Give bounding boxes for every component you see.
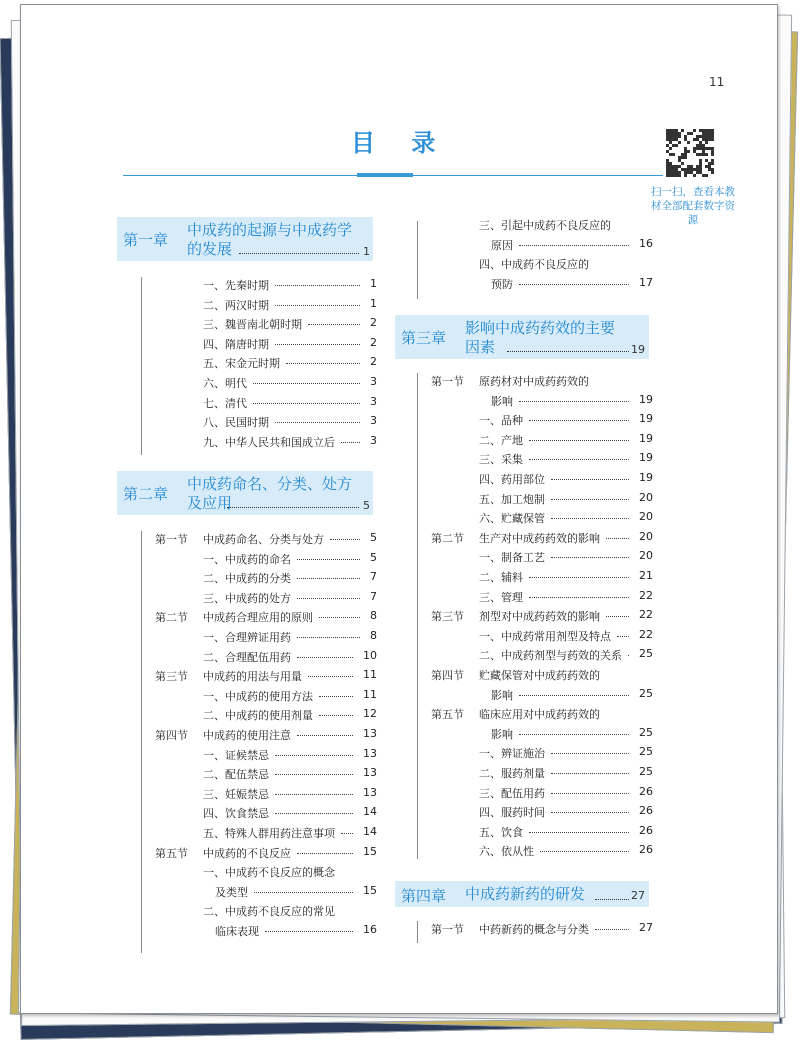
leader-dots: [239, 253, 359, 254]
entry-page: 8: [370, 629, 377, 642]
leader-dots: [551, 793, 629, 794]
entry-page: 22: [639, 588, 653, 602]
entry-page: 25: [639, 647, 653, 661]
chapter-page: 27: [631, 889, 645, 902]
leader-dots: [253, 403, 360, 404]
entry-page: 26: [639, 823, 653, 837]
toc-entry-row[interactable]: [431, 491, 651, 509]
toc-entry-row[interactable]: [155, 688, 375, 706]
qr-module: [672, 153, 675, 156]
qr-module: [681, 129, 684, 132]
leader-dots: [529, 832, 629, 833]
toc-entry-row[interactable]: [431, 471, 651, 489]
toc-section-row[interactable]: [431, 608, 651, 626]
entry-title: 生产对中成药药效的影响: [479, 531, 600, 545]
toc-section-row[interactable]: [155, 845, 375, 863]
leader-dots: [297, 598, 360, 599]
qr-module: [711, 171, 714, 174]
toc-entry-row[interactable]: [431, 237, 651, 255]
chapter-page: 5: [363, 499, 370, 512]
leader-dots: [628, 655, 629, 656]
leader-dots: [275, 285, 360, 286]
leader-dots: [308, 324, 360, 325]
chapter-heading[interactable]: [395, 881, 649, 907]
chapter-title-line1: 中成药命名、分类、处方: [187, 475, 353, 493]
toc-page: [20, 4, 778, 1014]
entry-page: 27: [639, 921, 653, 934]
leader-dots: [297, 735, 353, 736]
entry-title: 三、采集: [479, 453, 523, 467]
leader-dots: [595, 929, 629, 930]
entry-page: 3: [370, 394, 377, 408]
entry-title: 三、配伍用药: [479, 786, 545, 800]
entry-page: 5: [370, 531, 377, 544]
entry-page: 20: [639, 549, 653, 563]
entry-page: 14: [363, 805, 377, 819]
qr-module: [711, 153, 714, 156]
entry-title: 二、合理配伍用药: [203, 650, 291, 664]
toc-entry-row[interactable]: [431, 647, 651, 665]
entry-page: 25: [639, 725, 653, 739]
entry-page: 20: [639, 529, 653, 543]
entry-page: 1: [370, 296, 377, 310]
entry-page: 12: [363, 707, 377, 721]
chapter-title-line2: 及应用: [187, 494, 233, 512]
toc-entry-row[interactable]: [155, 825, 375, 843]
entry-page: 8: [370, 609, 377, 623]
leader-dots: [529, 459, 629, 460]
toc-section-row[interactable]: [431, 530, 651, 548]
section-label: 第三节: [155, 670, 188, 684]
toc-entry-row[interactable]: [431, 569, 651, 587]
toc-entry-row[interactable]: [431, 549, 651, 567]
entry-page: 11: [363, 668, 377, 682]
chapter-heading[interactable]: [117, 471, 373, 515]
leader-dots: [297, 853, 353, 854]
toc-entry-row[interactable]: [155, 864, 375, 882]
toc-entry-row[interactable]: [155, 649, 375, 667]
entry-page: 20: [639, 510, 653, 524]
chapter-label: 第三章: [401, 329, 447, 347]
entry-title: 中成药的不良反应: [203, 846, 291, 860]
qr-module: [681, 162, 684, 165]
toc-entry-row[interactable]: [431, 843, 651, 861]
chapter-title-line1: 中成药的起源与中成药学: [187, 221, 353, 239]
qr-module: [705, 141, 708, 144]
entry-title: 一、品种: [479, 414, 523, 428]
leader-dots: [275, 755, 353, 756]
toc-entry-row[interactable]: [155, 747, 375, 765]
entry-page: 22: [639, 627, 653, 641]
toc-entry-row[interactable]: [155, 297, 375, 315]
chapter-page: 19: [631, 343, 645, 356]
entry-page: 20: [639, 490, 653, 504]
entry-title: 一、先秦时期: [203, 279, 269, 292]
toc-entry-row[interactable]: [431, 510, 651, 528]
toc-entry-row[interactable]: [155, 903, 375, 921]
leader-dots: [529, 597, 629, 598]
toc-section-row[interactable]: [431, 921, 651, 939]
entry-page: 3: [370, 414, 377, 428]
chapter-heading[interactable]: [395, 315, 649, 359]
leader-dots: [319, 715, 353, 716]
entry-page: 19: [639, 392, 653, 406]
leader-dots: [519, 401, 629, 402]
section-label: 第一节: [431, 375, 464, 388]
leader-dots: [507, 351, 629, 352]
entry-page: 21: [639, 569, 653, 582]
entry-page: 13: [363, 766, 377, 780]
qr-module: [711, 162, 714, 165]
toc-entry-row[interactable]: [155, 277, 375, 295]
entry-title: 三、中成药的处方: [203, 591, 291, 605]
toc-section-row[interactable]: [155, 609, 375, 627]
entry-page: 26: [639, 804, 653, 818]
qr-module: [675, 144, 678, 147]
entry-title: 影响: [491, 688, 513, 702]
entry-page: 13: [363, 727, 377, 740]
entry-page: 16: [363, 923, 377, 936]
toc-entry-row[interactable]: [155, 355, 375, 373]
entry-title: 四、药用部位: [479, 473, 545, 486]
toc-entry-row[interactable]: [155, 375, 375, 393]
leader-dots: [253, 383, 360, 384]
leader-dots: [529, 440, 629, 441]
leader-dots: [551, 479, 629, 480]
entry-title: 四、饮食禁忌: [203, 807, 269, 821]
entry-title: 二、辅料: [479, 571, 523, 584]
entry-title: 九、中华人民共和国成立后: [203, 435, 335, 449]
entry-title: 一、辨证施治: [479, 747, 545, 761]
qr-module: [684, 156, 687, 159]
entry-title: 原药材对中成药药效的: [479, 375, 589, 388]
toc-entry-row[interactable]: [155, 629, 375, 647]
entry-page: 13: [363, 785, 377, 799]
toc-entry-row[interactable]: [431, 276, 651, 294]
toc-entry-row[interactable]: [155, 590, 375, 608]
leader-dots: [551, 753, 629, 754]
toc-entry-row[interactable]: [431, 412, 651, 430]
entry-title: 二、中成药的使用剂量: [203, 709, 313, 723]
entry-title: 三、引起中成药不良反应的: [479, 219, 611, 232]
entry-title: 六、贮藏保管: [479, 512, 545, 526]
entry-page: 25: [639, 765, 653, 778]
section-bracket: [417, 373, 418, 859]
toc-entry-row[interactable]: [431, 726, 651, 744]
entry-title: 预防: [491, 277, 513, 291]
qr-module: [693, 174, 696, 177]
entry-title: 一、中成药常用剂型及特点: [479, 629, 611, 643]
leader-dots: [341, 442, 360, 443]
entry-title: 剂型对中成药药效的影响: [479, 610, 600, 624]
page-number: 11: [709, 75, 725, 89]
entry-page: 19: [639, 431, 653, 445]
leader-dots: [551, 518, 629, 519]
leader-dots: [330, 539, 360, 540]
leader-dots: [606, 538, 629, 539]
entry-title: 五、特殊人群用药注意事项: [203, 827, 335, 840]
qr-module: [690, 132, 693, 135]
toc-section-row[interactable]: [155, 531, 375, 549]
entry-page: 7: [370, 589, 377, 603]
entry-page: 15: [363, 883, 377, 897]
entry-page: 16: [639, 236, 653, 250]
entry-title: 贮藏保管对中成药药效的: [479, 669, 600, 682]
qr-module: [705, 153, 708, 156]
qr-module: [678, 135, 681, 138]
entry-title: 三、妊娠禁忌: [203, 787, 269, 801]
entry-title: 一、合理辨证用药: [203, 631, 291, 644]
entry-title: 一、中成药不良反应的概念: [203, 866, 335, 880]
toc-section-row[interactable]: [431, 373, 651, 391]
toc-entry-row[interactable]: [431, 432, 651, 450]
entry-title: 临床应用对中成药药效的: [479, 708, 600, 722]
entry-page: 26: [639, 784, 653, 798]
entry-title: 二、中成药的分类: [203, 572, 291, 586]
leader-dots: [551, 773, 629, 774]
entry-title: 一、制备工艺: [479, 551, 545, 565]
chapter-title-line2: 的发展: [187, 240, 233, 258]
entry-page: 10: [363, 648, 377, 662]
entry-title: 中药新药的概念与分类: [479, 923, 589, 936]
entry-title: 一、中成药的命名: [203, 552, 291, 566]
entry-page: 3: [370, 433, 377, 447]
section-bracket: [417, 921, 418, 943]
toc-entry-row[interactable]: [155, 316, 375, 334]
entry-page: 2: [370, 335, 377, 349]
toc-entry-row[interactable]: [155, 786, 375, 804]
leader-dots: [540, 851, 629, 852]
leader-dots: [308, 676, 353, 677]
entry-page: 7: [370, 570, 377, 584]
chapter-label: 第二章: [123, 485, 169, 503]
leader-dots: [529, 577, 629, 578]
entry-title: 二、中成药剂型与药效的关系: [479, 649, 622, 663]
leader-dots: [297, 578, 360, 579]
entry-title: 五、宋金元时期: [203, 357, 280, 371]
entry-title: 二、产地: [479, 433, 523, 447]
leader-dots: [275, 774, 353, 775]
entry-page: 26: [639, 843, 653, 857]
qr-module: [711, 138, 714, 141]
entry-title: 五、饮食: [479, 825, 523, 839]
qr-module: [678, 174, 681, 177]
toc-entry-row[interactable]: [431, 256, 651, 274]
entry-title: 六、明代: [203, 377, 247, 390]
entry-page: 15: [363, 844, 377, 858]
entry-title: 临床表现: [215, 925, 259, 938]
leader-dots: [606, 616, 629, 617]
entry-page: 19: [639, 412, 653, 426]
section-label: 第一节: [155, 533, 188, 546]
leader-dots: [595, 899, 629, 900]
toc-entry-row[interactable]: [155, 766, 375, 784]
chapter-label: 第四章: [401, 887, 447, 905]
leader-dots: [529, 420, 629, 421]
entry-page: 1: [370, 277, 377, 290]
section-label: 第五节: [431, 708, 464, 722]
entry-title: 四、中成药不良反应的: [479, 258, 589, 272]
section-label: 第二节: [155, 611, 188, 625]
qr-module: [684, 174, 687, 177]
qr-note: 扫一扫，查看本教材全部配套数字资源: [651, 186, 735, 226]
toc-entry-row[interactable]: [431, 589, 651, 607]
qr-code-icon[interactable]: [666, 129, 714, 177]
entry-page: 13: [363, 746, 377, 760]
toc-section-row[interactable]: [155, 668, 375, 686]
entry-page: 19: [639, 471, 653, 484]
toc-entry-row[interactable]: [431, 745, 651, 763]
entry-title: 影响: [491, 727, 513, 741]
toc-entry-row[interactable]: [431, 393, 651, 411]
toc-section-row[interactable]: [431, 706, 651, 724]
chapter-heading[interactable]: [117, 217, 373, 261]
leader-dots: [519, 284, 629, 285]
section-label: 第四节: [431, 669, 464, 682]
entry-title: 影响: [491, 394, 513, 408]
leader-dots: [254, 892, 353, 893]
qr-module: [705, 174, 708, 177]
leader-dots: [227, 507, 359, 508]
entry-title: 一、中成药的使用方法: [203, 689, 313, 703]
leader-dots: [275, 813, 353, 814]
entry-page: 19: [639, 451, 653, 465]
toc-section-row[interactable]: [155, 727, 375, 745]
toc-entry-row[interactable]: [431, 765, 651, 783]
toc-entry-row[interactable]: [431, 217, 651, 235]
toc-entry-row[interactable]: [155, 707, 375, 725]
toc-entry-row[interactable]: [431, 687, 651, 705]
entry-page: 14: [363, 825, 377, 838]
chapter-title-line1: 中成药新药的研发: [465, 885, 586, 903]
leader-dots: [519, 695, 629, 696]
entry-page: 5: [370, 550, 377, 564]
leader-dots: [275, 344, 360, 345]
toc-entry-row[interactable]: [155, 570, 375, 588]
entry-title: 二、配伍禁忌: [203, 768, 269, 782]
column-divider: [417, 221, 418, 299]
section-bracket: [141, 531, 142, 953]
entry-title: 原因: [491, 238, 513, 252]
toc-entry-row[interactable]: [155, 434, 375, 452]
leader-dots: [265, 931, 353, 932]
leader-dots: [617, 636, 629, 637]
leader-dots: [275, 794, 353, 795]
leader-dots: [275, 422, 360, 423]
entry-title: 三、管理: [479, 590, 523, 604]
leader-dots: [297, 637, 360, 638]
leader-dots: [286, 363, 360, 364]
leader-dots: [551, 812, 629, 813]
entry-page: 2: [370, 316, 377, 330]
toc-entry-row[interactable]: [431, 785, 651, 803]
entry-title: 六、依从性: [479, 845, 534, 859]
toc-entry-row[interactable]: [155, 923, 375, 941]
entry-page: 3: [370, 375, 377, 388]
toc-section-row[interactable]: [431, 667, 651, 685]
chapter-page: 1: [363, 245, 370, 258]
entry-title: 中成药命名、分类与处方: [203, 533, 324, 546]
section-label: 第一节: [431, 923, 464, 936]
entry-title: 三、魏晋南北朝时期: [203, 318, 302, 332]
leader-dots: [297, 657, 353, 658]
leader-dots: [551, 499, 629, 500]
toc-entry-row[interactable]: [155, 336, 375, 354]
toc-entry-row[interactable]: [155, 805, 375, 823]
section-label: 第五节: [155, 846, 188, 860]
leader-dots: [341, 833, 353, 834]
entry-title: 五、加工炮制: [479, 492, 545, 506]
entry-page: 25: [639, 686, 653, 700]
entry-title: 一、证候禁忌: [203, 748, 269, 762]
qr-module: [669, 147, 672, 150]
toc-entry-row[interactable]: [431, 451, 651, 469]
toc-entry-row[interactable]: [431, 804, 651, 822]
chapter-label: 第一章: [123, 231, 169, 249]
entry-title: 及类型: [215, 885, 248, 899]
section-bracket: [141, 277, 142, 455]
qr-module: [693, 129, 696, 132]
leader-dots: [519, 245, 629, 246]
title-rule-accent: [357, 173, 413, 177]
entry-page: 17: [639, 275, 653, 289]
leader-dots: [551, 557, 629, 558]
toc-entry-row[interactable]: [431, 628, 651, 646]
entry-title: 八、民国时期: [203, 416, 269, 430]
entry-title: 四、隋唐时期: [203, 337, 269, 351]
qr-module: [678, 141, 681, 144]
entry-title: 二、中成药不良反应的常见: [203, 905, 335, 919]
section-label: 第四节: [155, 729, 188, 742]
entry-page: 11: [363, 687, 377, 701]
chapter-title-line2: 因素: [465, 338, 496, 356]
leader-dots: [319, 696, 353, 697]
toc-entry-row[interactable]: [155, 414, 375, 432]
chapter-title-line1: 影响中成药药效的主要: [465, 319, 616, 337]
qr-module: [687, 141, 690, 144]
entry-title: 中成药合理应用的原则: [203, 611, 313, 625]
leader-dots: [275, 305, 360, 306]
section-label: 第三节: [431, 610, 464, 624]
toc-entry-row[interactable]: [431, 824, 651, 842]
entry-title: 二、服药剂量: [479, 767, 545, 780]
qr-module: [687, 150, 690, 153]
entry-title: 中成药的使用注意: [203, 729, 291, 742]
toc-entry-row[interactable]: [155, 395, 375, 413]
toc-entry-row[interactable]: [155, 551, 375, 569]
section-label: 第二节: [431, 531, 464, 545]
entry-page: 25: [639, 745, 653, 759]
page-title: 目 录: [351, 129, 450, 157]
toc-entry-row[interactable]: [155, 884, 375, 902]
leader-dots: [519, 734, 629, 735]
leader-dots: [297, 559, 360, 560]
entry-page: 2: [370, 355, 377, 369]
entry-title: 二、两汉时期: [203, 298, 269, 312]
leader-dots: [319, 617, 360, 618]
entry-page: 22: [639, 608, 653, 622]
entry-title: 七、清代: [203, 396, 247, 410]
entry-title: 中成药的用法与用量: [203, 670, 302, 684]
entry-title: 四、服药时间: [479, 806, 545, 820]
